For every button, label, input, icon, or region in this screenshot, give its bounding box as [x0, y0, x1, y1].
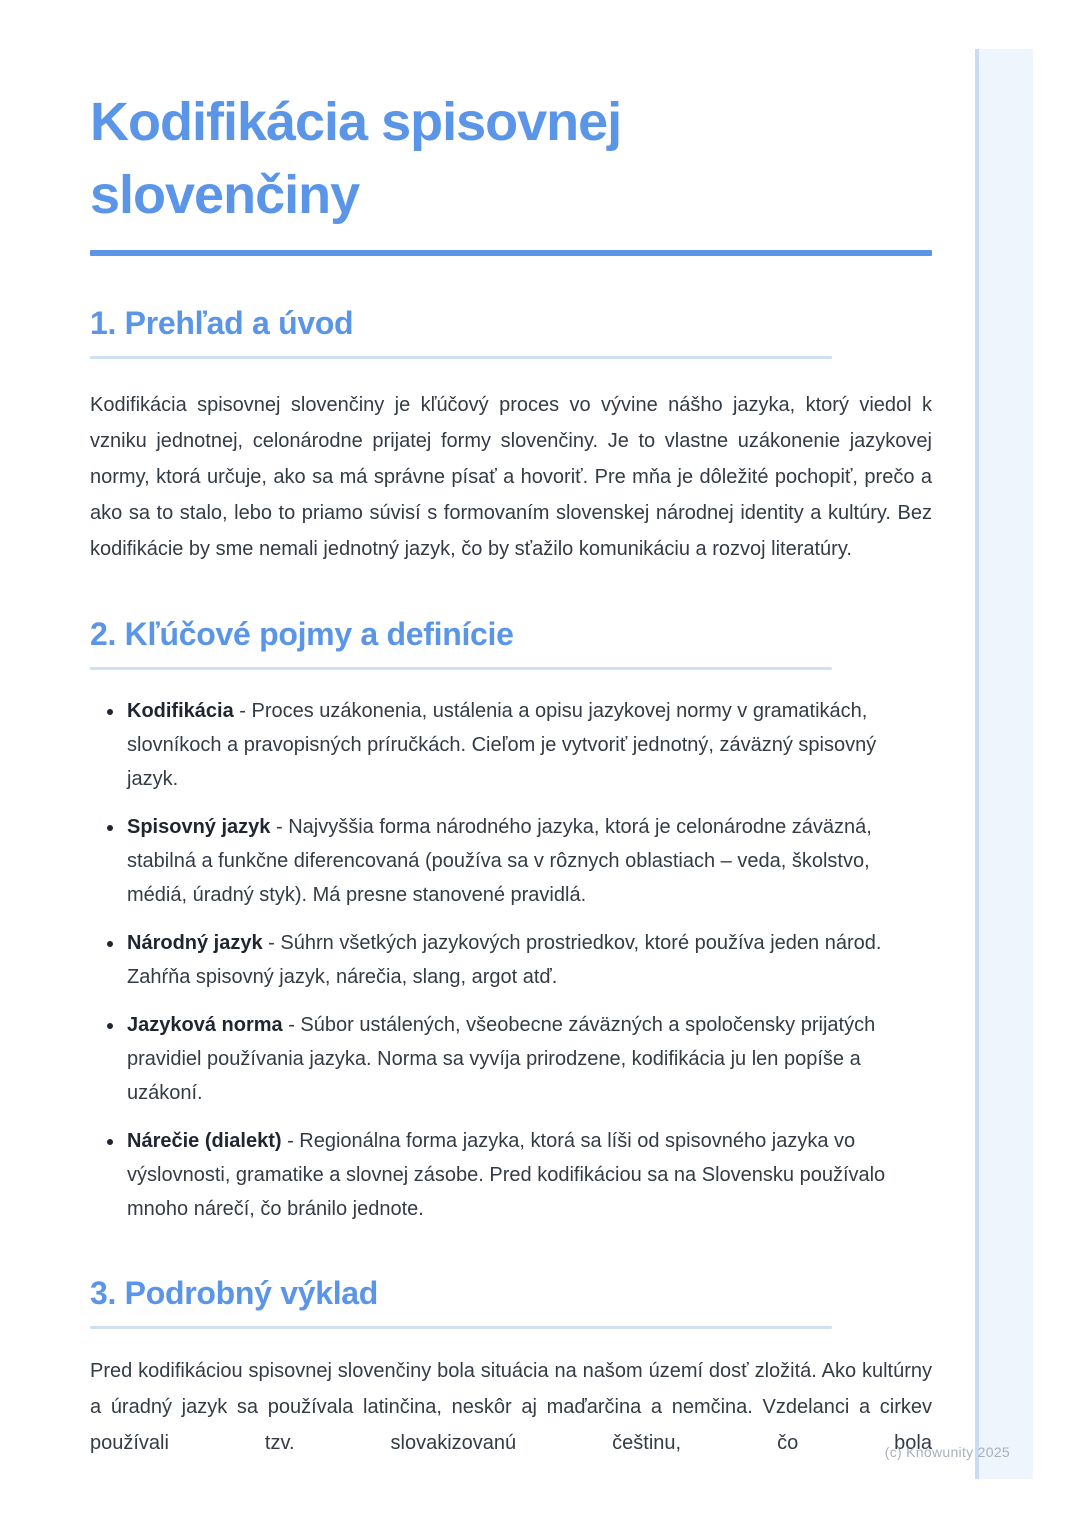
term-item-narecie	[125, 1124, 932, 1226]
term-item-jazykova-norma	[125, 1008, 932, 1110]
term-definition: Proces uzákonenia, ustálenia a opisu jazykovej normy v gramatikách, slovníkoch a pravopisných príručkách. Cieľom je vytvoriť jednotný, záväzný spisovný jazyk.	[127, 700, 877, 790]
term-separator: -	[270, 816, 289, 838]
term-item-narodny-jazyk	[125, 926, 932, 994]
overview-paragraph: Kodifikácia spisovnej slovenčiny je kľúčový proces vo vývine nášho jazyka, ktorý viedol k vzniku jednotnej, celonárodne prijatej formy slovenčiny. Je to vlastne uzákonenie jazykovej normy, ktorá určuje, ako sa má správne písať a hovoriť. Pre mňa je dôležité pochopiť, prečo a ako sa to stalo, lebo to priamo súvisí s formovaním slovenskej národnej identity a kultúry. Bez kodifikácie by sme nemali jednotný jazyk, čo by sťažilo komunikáciu a rozvoj literatúry.	[90, 394, 932, 560]
term-label: Nárečie (dialekt)	[127, 1130, 282, 1152]
section-heading-key-terms: 2. Kľúčové pojmy a definície	[90, 615, 932, 670]
page-title: Kodifikácia spisovnej slovenčiny	[90, 92, 622, 225]
section-heading-detailed: 3. Podrobný výklad	[90, 1274, 932, 1329]
section-overview	[90, 304, 932, 567]
term-definition: Súhrn všetkých jazykových prostriedkov, ktoré používa jeden národ. Zahŕňa spisovný jazyk, nárečia, slang, argot atď.	[127, 932, 882, 988]
term-item-kodifikacia	[125, 694, 932, 796]
term-separator: -	[281, 1130, 300, 1152]
term-label: Spisovný jazyk	[127, 816, 271, 838]
term-separator: -	[233, 700, 252, 722]
section-heading-overview: 1. Prehľad a úvod	[90, 304, 932, 359]
term-item-spisovny-jazyk	[125, 810, 932, 912]
terms-list	[90, 694, 932, 1226]
term-separator: -	[282, 1014, 301, 1036]
term-label: Jazyková norma	[127, 1014, 283, 1036]
term-definition: Súbor ustálených, všeobecne záväzných a spoločensky prijatých pravidiel používania jazyka. Norma sa vyvíja prirodzene, kodifikácia ju len popíše a uzákoní.	[127, 1014, 876, 1104]
title-divider	[90, 250, 932, 256]
document-content	[90, 86, 932, 1461]
section-key-terms	[90, 615, 932, 1226]
copyright-footer: (c) Knowunity 2025	[884, 1444, 1010, 1460]
section-detailed-explanation	[90, 1274, 932, 1461]
term-label: Národný jazyk	[127, 932, 263, 954]
term-separator: -	[262, 932, 281, 954]
term-definition: Najvyššia forma národného jazyka, ktorá je celonárodne záväzná, stabilná a funkčne diferencovaná (používa sa v rôznych oblastiach – veda, školstvo, médiá, úradný styk). Má presne stanovené pravidlá.	[127, 816, 872, 906]
right-margin-strip	[975, 49, 1033, 1479]
term-label: Kodifikácia	[127, 700, 234, 722]
detailed-paragraph: Pred kodifikáciou spisovnej slovenčiny bola situácia na našom území dosť zložitá. Ako kultúrny a úradný jazyk sa používala latinčina, neskôr aj maďarčina a nemčina. Vzdelanci a cirkev používali tzv. slovakizovanú češtinu, čo bola	[90, 1360, 932, 1454]
term-definition: Regionálna forma jazyka, ktorá sa líši od spisovného jazyka vo výslovnosti, gramatike a slovnej zásobe. Pred kodifikáciou sa na Slovensku používalo mnoho nárečí, čo bránilo jednote.	[127, 1130, 886, 1220]
